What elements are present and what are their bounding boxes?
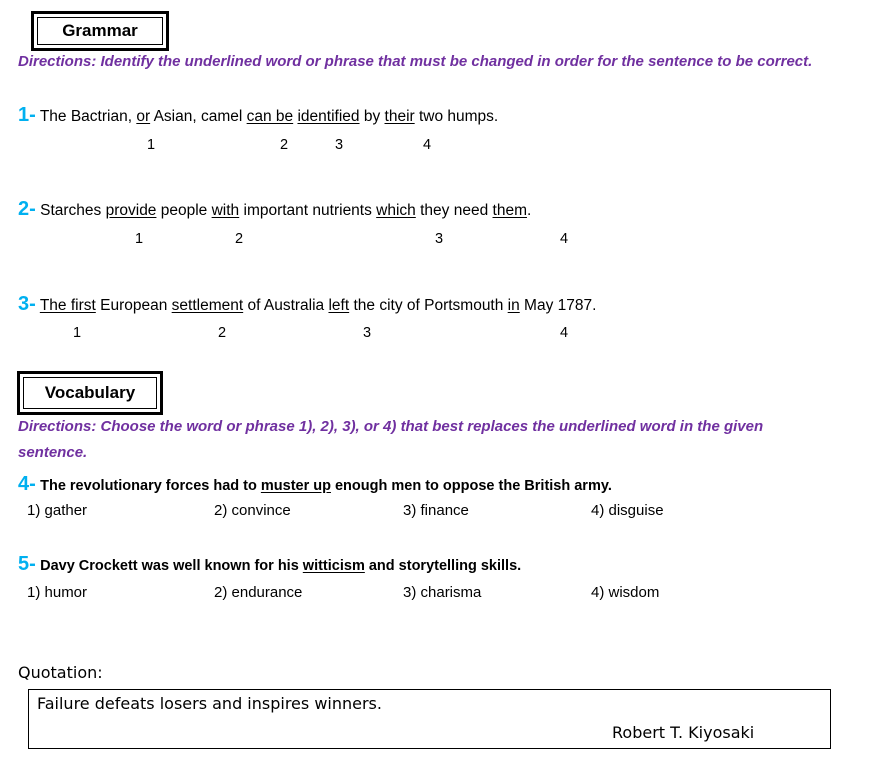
q3-label-2: 2 [218,325,227,341]
question-2 [18,198,531,221]
q3-option-2: settlement [171,297,244,314]
q3-label-1: 1 [73,325,82,341]
question-5-number: 5- [18,553,36,575]
q4-option-4: 4) disguise [591,502,664,519]
q3-label-4: 4 [560,325,569,341]
q3-option-4: in [507,297,520,314]
question-2-text: Starches provide people with important nutrients which they need them. [40,202,532,219]
question-1-number: 1- [18,104,36,126]
q1-label-1: 1 [147,137,156,153]
question-1-text: The Bactrian, or Asian, camel can be identified by their two humps. [39,108,499,125]
q3-option-3: left [328,297,350,314]
grammar-heading: Grammar [37,17,163,45]
q4-option-1: 1) gather [27,502,88,519]
q3-option-1: The first [39,297,96,314]
q5-option-1: 1) humor [27,584,88,601]
q4-underlined-word: muster up [260,478,331,494]
quotation-author: Robert T. Kiyosaki [612,723,755,742]
question-3-number: 3- [18,293,36,315]
q5-option-3: 3) charisma [403,584,482,601]
q2-label-4: 4 [560,231,569,247]
question-3 [18,293,596,316]
q2-option-1: provide [105,202,157,219]
grammar-directions: Directions: Identify the underlined word or phrase that must be changed in order for the sentence to be correct. [18,53,813,70]
q2-label-2: 2 [235,231,244,247]
q5-option-4: 4) wisdom [591,584,660,601]
quotation-label: Quotation: [18,663,103,682]
quotation-text: Failure defeats losers and inspires winners. [37,694,382,713]
q1-label-4: 4 [423,137,432,153]
q4-option-2: 2) convince [214,502,291,519]
q1-label-3: 3 [335,137,344,153]
question-5-text: Davy Crockett was well known for his witticism and storytelling skills. [40,558,522,574]
question-2-number: 2- [18,198,36,220]
question-4-text: The revolutionary forces had to muster up enough men to oppose the British army. [40,478,612,494]
q1-option-2: can be [246,108,294,125]
q1-option-3: identified [297,108,360,125]
q1-option-1: or [136,108,151,125]
vocabulary-heading: Vocabulary [23,377,157,409]
question-5 [18,553,521,576]
q5-underlined-word: witticism [302,558,365,574]
vocabulary-heading-box [17,371,163,415]
question-3-text: The first European settlement of Australia left the city of Portsmouth in May 1787. [39,297,597,314]
q1-label-2: 2 [280,137,289,153]
q2-label-1: 1 [135,231,144,247]
quotation-box [28,689,831,749]
q2-option-2: with [211,202,240,219]
q5-option-2: 2) endurance [214,584,303,601]
q2-option-3: which [376,202,416,219]
vocabulary-directions: Directions: Choose the word or phrase 1), 2), 3), or 4) that best replaces the underlined word in the given sentence. [18,418,764,461]
grammar-heading-box [31,11,169,51]
question-4 [18,473,612,496]
q2-label-3: 3 [435,231,444,247]
question-1 [18,104,498,127]
question-4-number: 4- [18,473,36,495]
q3-label-3: 3 [363,325,372,341]
q2-option-4: them [492,202,527,219]
q4-option-3: 3) finance [403,502,469,519]
q1-option-4: their [384,108,415,125]
